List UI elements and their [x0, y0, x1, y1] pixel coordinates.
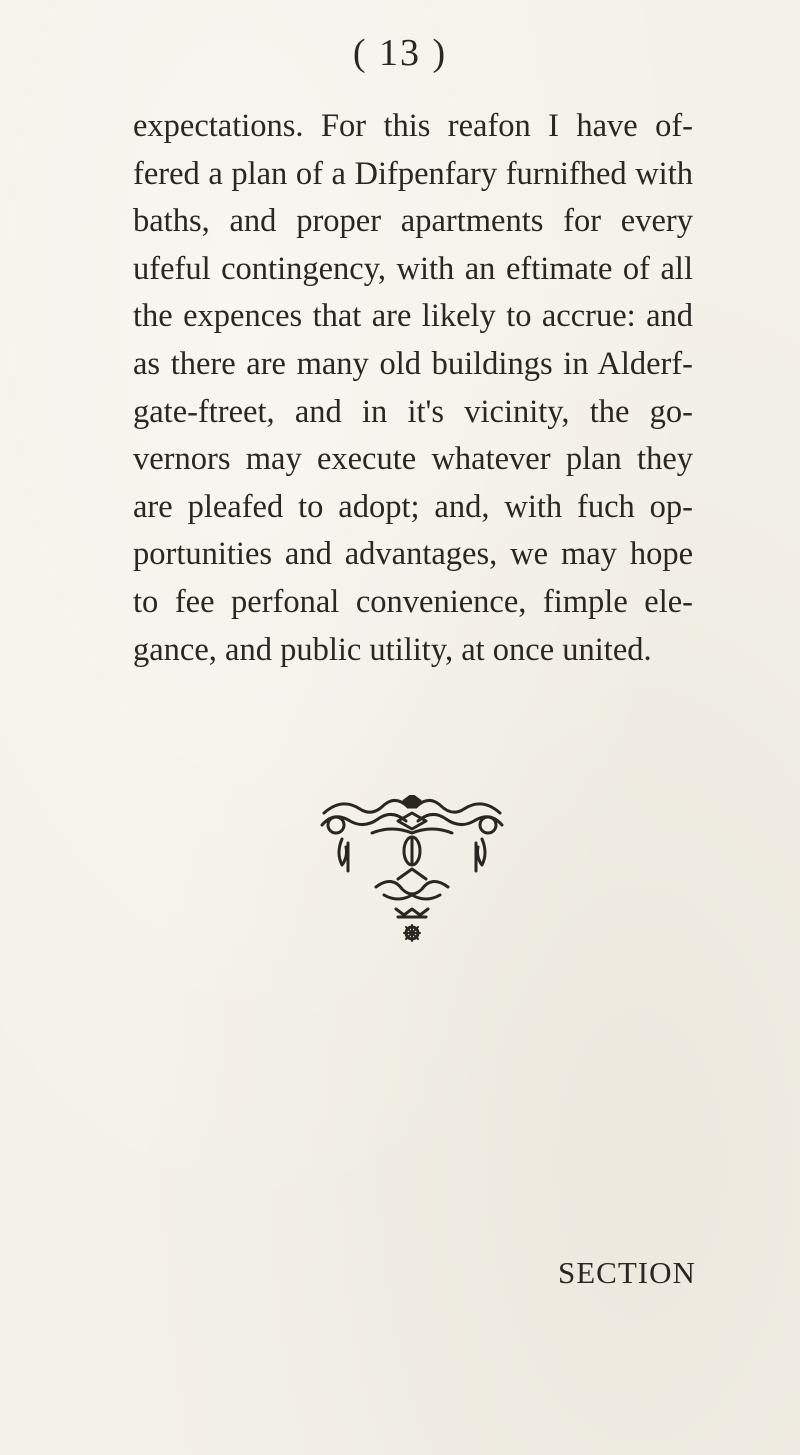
catchword: SECTION: [558, 1255, 696, 1290]
body-paragraph: [133, 103, 693, 674]
text-line: ufeful contingency, with an eftimate of all: [133, 250, 693, 287]
text-line: are pleafed to adopt; and, with fuch op-: [133, 488, 693, 525]
text-line: vernors may execute whatever plan they: [133, 441, 693, 478]
text-line: baths, and proper apartments for every: [133, 203, 693, 240]
text-line: portunities and advantages, we may hope: [133, 536, 693, 573]
text-line: the expences that are likely to accrue: and: [133, 298, 693, 335]
text-line: as there are many old buildings in Alderf-: [133, 345, 693, 382]
printers-ornament-icon: [312, 795, 512, 945]
text-line: gance, and public utility, at once united.: [133, 631, 652, 668]
page-number: ( 13 ): [352, 32, 448, 74]
text-line: to fee perfonal convenience, fimple ele-: [133, 583, 693, 620]
text-line: fered a plan of a Difpenfary furnifhed with: [133, 155, 693, 192]
text-line: gate-ftreet, and in it's vicinity, the go-: [133, 393, 693, 430]
text-line: expectations. For this reafon I have of-: [133, 108, 693, 144]
